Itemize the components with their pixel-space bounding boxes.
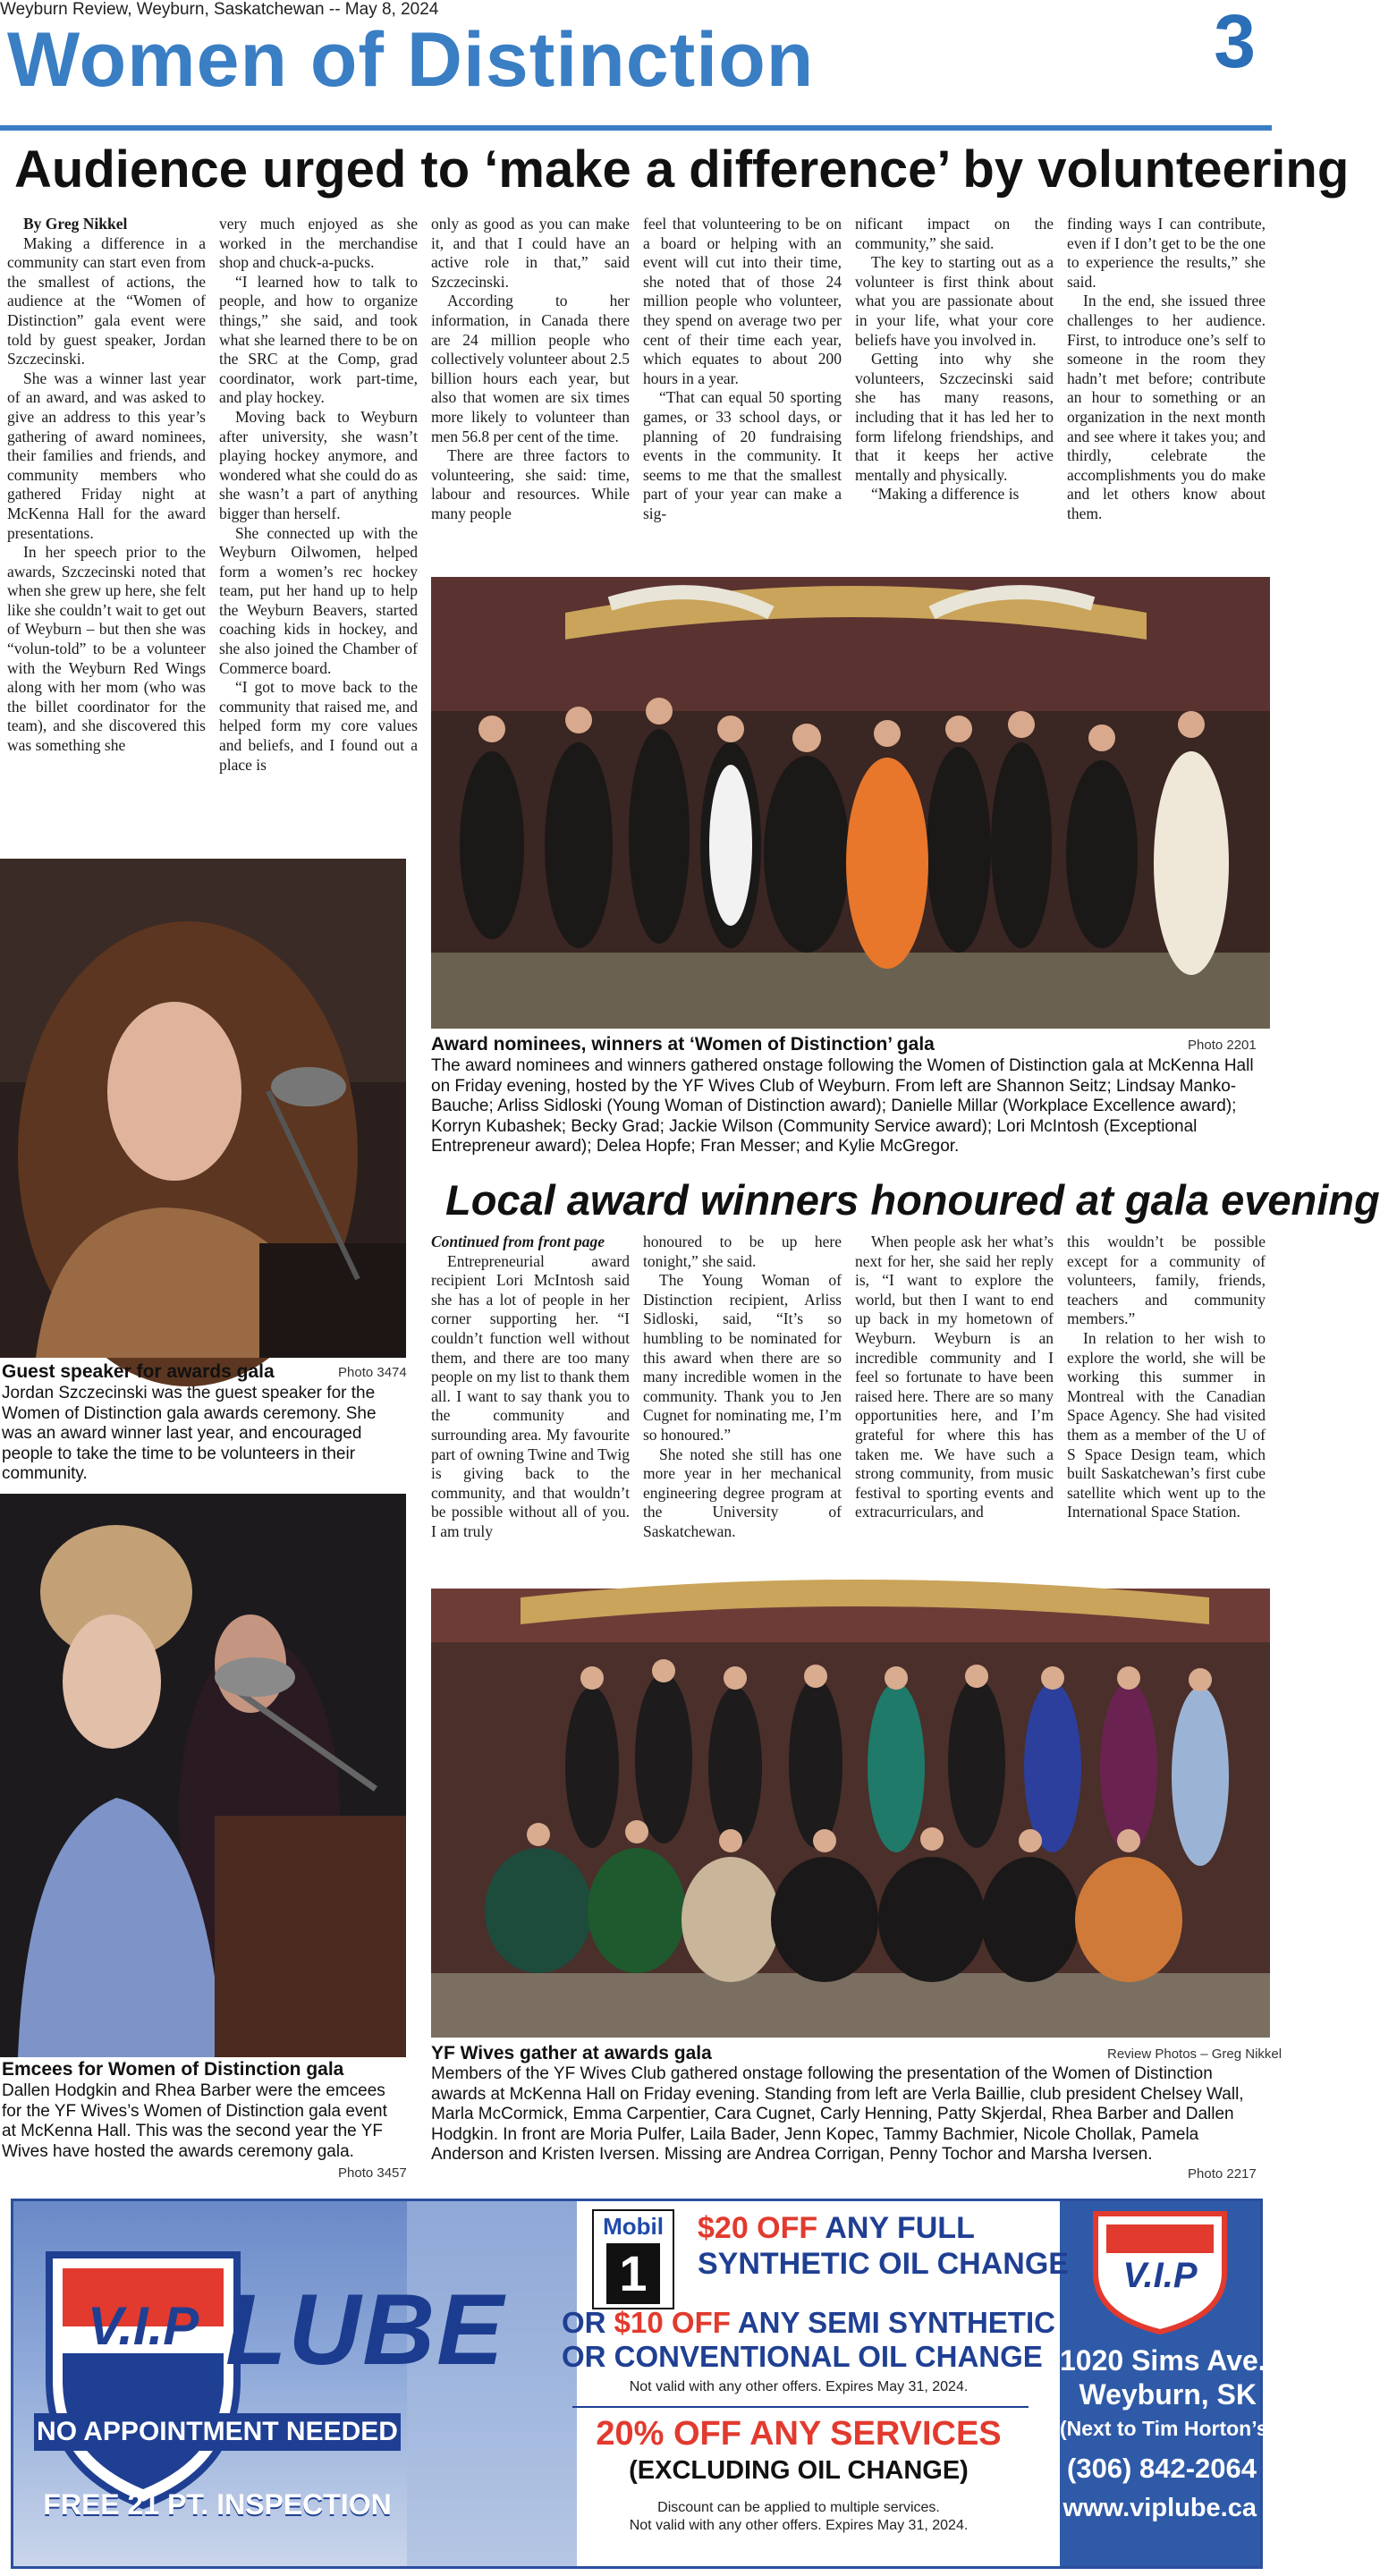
- paragraph: According to her information, in Canada there are 24 million people who collectively volunteer about 2.5 billion hours each year, but also that women are six times more likely to volunteer than men 56.8 per cent of the time.: [431, 292, 630, 445]
- paragraph: The Young Woman of Distinction recipient, Arliss Sidloski, said, “It’s so humbling to be nominated for this award when there are so many incredible women in the community. Thank you to Jen Cugnet for nominating me, I’m so honoured.”: [643, 1271, 842, 1444]
- paragraph: The key to starting out as a volunteer is first think about what you are passionate about in your life, what your core beliefs have you involved in.: [855, 253, 1054, 349]
- paragraph: In the end, she issued three challenges to her audience. First, to introduce one’s self to someone in the room they hadn’t met before; contribute an hour to something or an organization in the next month and see where it takes you; and thirdly, celebrate the accomplishments you do make and let others know about them.: [1067, 292, 1266, 522]
- paragraph: honoured to be up here tonight,” she said.: [643, 1233, 842, 1270]
- masthead-dateline: Weyburn Review, Weyburn, Saskatchewan -- May 8, 2024: [0, 0, 439, 19]
- offer-note-1: Not valid with any other offers. Expires May 31, 2024.: [629, 2379, 969, 2394]
- yf-wives-photo-credit: Photo 2217: [1188, 2166, 1257, 2182]
- paragraph: nificant impact on the community,” she said.: [855, 215, 1054, 252]
- emcees-photo: [0, 1494, 406, 2057]
- paragraph: “I learned how to talk to people, and how to organize things,” she said, and took what she learned there to be on the SRC at the Comp, grad coordinator, work part-time, and play hockey.: [219, 272, 418, 407]
- paragraph: very much enjoyed as she worked in the merchandise shop and chuck-a-pucks.: [219, 215, 418, 272]
- paragraph: When people ask her what’s next for her, she said her reply is, “I want to explore the world, but then I want to end up back in my hometown of Weyburn. Weyburn is an incredible community and I feel so fortunate to have been raised here. There are so many opportunities here, and I’m grateful for where this has taken me. We have such a strong community, from music festival to sporting events and extracurriculars, and: [855, 1233, 1054, 1521]
- mobil-1-logo-icon: [592, 2209, 674, 2309]
- story-column-6: [1067, 215, 1266, 524]
- second-column-1: [431, 1233, 630, 1542]
- byline: By Greg Nikkel: [23, 215, 128, 233]
- paragraph: this wouldn’t be possible except for a community of volunteers, family, friends, teachers and community members.”: [1067, 1233, 1266, 1328]
- yf-wives-review-credit: Review Photos – Greg Nikkel: [1107, 2046, 1283, 2062]
- speaker-photo: [0, 859, 406, 1358]
- ad-address-street: 1020 Sims Ave.: [1060, 2344, 1266, 2377]
- main-headline: Audience urged to ‘make a difference’ by volunteering: [14, 140, 1350, 199]
- mobil-word: Mobil: [603, 2213, 664, 2240]
- paragraph: feel that volunteering to be on a board or helping with an event will cut into their time, she noted that of those 24 million people who volunteer, they spend on average two per cent of their time each year, which equates to about 200 hours in a year.: [643, 215, 842, 387]
- emcees-caption: Dallen Hodgkin and Rhea Barber were the emcees for the YF Wives’s Women of Distinction gala event at McKenna Hall. This was the second year the YF Wives have hosted the awards ceremony gala.: [2, 2081, 387, 2161]
- offer-note-2-line-2: Not valid with any other offers. Expires May 31, 2024.: [629, 2518, 969, 2533]
- paragraph: In her speech prior to the awards, Szczecinski noted that when she grew up here, she felt like she couldn’t wait to get out of Weyburn – but then she was “volun-told” to be a volunteer with the Weyburn Red Wings along with her mom (who was the billet coordinator for the team), and she discovered this was something she: [7, 543, 206, 755]
- story-column-1: [7, 215, 206, 756]
- second-headline: Local award winners honoured at gala evening: [445, 1176, 1380, 1224]
- section-title: Women of Distinction: [7, 17, 815, 103]
- paragraph: finding ways I can contribute, even if I don’t get to be the one to experience the results,” she said.: [1067, 215, 1266, 291]
- yf-wives-caption: Members of the YF Wives Club gathered onstage following the presentation of the Women of Distinction awards at McKenna Hall on Friday evening. Standing from left are Verla Baillie, club president Chelsey Wall, Marla McCormick, Emma Carpentier, Cara Cugnet, Carly Henning, Patty Skjerdal, Rhea Barber and Dallen Hodgkin. In front are Moria Pulfer, Laila Bader, Jenn Kopec, Tammy Bachmier, Nicole Chollak, Pamela Anderson and Kristen Iversen. Missing are Andrea Corrigan, Penny Tochor and Marsha Iversen.: [431, 2064, 1244, 2165]
- story-column-3: [431, 215, 630, 524]
- ad-brand-word: LUBE: [225, 2274, 505, 2385]
- offer-1-line-1: [698, 2211, 975, 2246]
- offer-3-line-2: (EXCLUDING OIL CHANGE): [629, 2456, 969, 2485]
- story-column-4: [643, 215, 842, 524]
- speaker-caption-heading: Guest speaker for awards gala: [2, 1361, 275, 1382]
- story-column-2: [219, 215, 418, 775]
- ad-no-appointment: NO APPOINTMENT NEEDED: [34, 2413, 401, 2451]
- paragraph: Getting into why she volunteers, Szczecinski said she has many reasons, including that it has led her to form lifelong friendships, and that it keeps her active mentally and physically.: [855, 350, 1054, 484]
- speaker-photo-credit: Photo 3474: [338, 1365, 407, 1380]
- paragraph: Entrepreneurial award recipient Lori McIntosh said she has a lot of people in her corner supporting her. “I couldn’t function well without them, and there are too many people on my list to thank them all. I want to say thank you to the community and surrounding area. My favourite part of owning Twine and Twig is giving back to the community, and that wouldn’t be possible without all of you. I am truly: [431, 1251, 630, 1540]
- page-number: 3: [1214, 0, 1256, 83]
- continued-line: Continued from front page: [431, 1233, 605, 1250]
- vip-badge-icon: [1060, 2201, 1260, 2335]
- offer-note-2: [562, 2499, 1036, 2535]
- paragraph: Moving back to Weyburn after university, she wasn’t playing hockey anymore, and wondered what she could do as she wasn’t a part of anything bigger than herself.: [219, 407, 418, 522]
- paragraph: “That can equal 50 sporting games, or 33 school days, or planning of 20 fundraising events in the community. It seems to me that the smallest part of your year can make a sig-: [643, 388, 842, 522]
- ad-phone: (306) 842-2064: [1067, 2453, 1257, 2484]
- paragraph: There are three factors to volunteering, she said: time, labour and resources. While many people: [431, 446, 630, 522]
- offer-2-or: OR: [562, 2306, 606, 2339]
- second-column-3: [855, 1233, 1054, 1522]
- mobil-one: 1: [606, 2243, 660, 2304]
- emcees-caption-heading: Emcees for Women of Distinction gala: [2, 2059, 344, 2080]
- ad-website[interactable]: www.viplube.ca: [1063, 2494, 1257, 2522]
- paragraph: “I got to move back to the community that raised me, and helped form my core values and beliefs, and I found out a place is: [219, 678, 418, 774]
- ad-divider: [572, 2406, 1029, 2408]
- paragraph: In relation to her wish to explore the world, she will be working this summer in Montreal with the Canadian Space Agency. She had visited them as a member of the U of S Space Design team, which built Saskatchewan’s first cube satellite which went up to the International Space Station.: [1067, 1328, 1266, 1521]
- nominees-caption-heading: Award nominees, winners at ‘Women of Distinction’ gala: [431, 1034, 935, 1055]
- offer-2-line-1: [562, 2306, 1055, 2340]
- paragraph: Making a difference in a community can start even from the smallest of actions, the audience at the “Women of Distinction” gala event were told by guest speaker, Jordan Szczecinski.: [7, 233, 206, 369]
- ad-address-city: Weyburn, SK: [1079, 2378, 1257, 2411]
- offer-2-text-a: ANY SEMI SYNTHETIC: [737, 2306, 1055, 2339]
- ad-address: [1060, 2343, 1266, 2411]
- paragraph: only as good as you can make it, and that I could have an active role in that,” said Szczecinski.: [431, 215, 630, 291]
- ad-logo-text: V.I.P: [87, 2296, 199, 2356]
- offer-1-amount: $20 OFF: [698, 2211, 818, 2245]
- second-column-4: [1067, 1233, 1266, 1522]
- nominees-photo: [431, 577, 1270, 1029]
- offer-3-line-1: 20% OFF ANY SERVICES: [596, 2415, 1002, 2453]
- paragraph: She was a winner last year of an award, and was asked to give an address to this year’s gathering of award nominees, their families and friends, and community members who gathered Friday night at McKenna Hall for the award presentations.: [7, 369, 206, 542]
- yf-wives-caption-heading: YF Wives gather at awards gala: [431, 2043, 712, 2063]
- second-column-2: [643, 1233, 842, 1542]
- nominees-caption: The award nominees and winners gathered onstage following the Women of Distinction gala at McKenna Hall on Friday evening, hosted by the YF Wives Club of Weyburn. From left are Shannon Seitz; Lindsay Manko-Bauche; Arliss Sidloski (Young Woman of Distinction award); Danielle Millar (Workplace Excellence award); Korryn Kubashek; Becky Grad; Jackie Wilson (Community Service award); Lori McIntosh (Exceptional Entrepreneur award); Delea Hopfe; Fran Messer; and Kylie McGregor.: [431, 1056, 1254, 1157]
- ad-badge-text: V.I.P: [1122, 2256, 1198, 2295]
- yf-wives-photo: [431, 1589, 1270, 2038]
- nominees-photo-credit: Photo 2201: [1188, 1038, 1257, 1053]
- ad-free-inspection: FREE 21 PT. INSPECTION: [43, 2488, 392, 2521]
- emcees-photo-credit: Photo 3457: [338, 2165, 407, 2181]
- paragraph: “Making a difference is: [871, 485, 1020, 504]
- story-column-5: [855, 215, 1054, 504]
- offer-note-2-line-1: Discount can be applied to multiple services.: [657, 2500, 940, 2515]
- paragraph: She connected up with the Weyburn Oilwomen, helped form a women’s rec hockey team, put her hand up to help the Weyburn Beavers, started coaching kids in hockey, and she also joined the Chamber of Commerce board.: [219, 523, 418, 677]
- paragraph: She noted she still has one more year in her mechanical engineering degree program at the University of Saskatchewan.: [643, 1445, 842, 1540]
- speaker-caption: Jordan Szczecinski was the guest speaker for the Women of Distinction gala awards ceremony. She was an award winner last year, and encouraged people to take the time to be volunteers in their community.: [2, 1384, 377, 1484]
- offer-2-line-2: OR CONVENTIONAL OIL CHANGE: [562, 2340, 1043, 2373]
- offer-2-amount: $10 OFF: [614, 2306, 731, 2339]
- ad-next-to: (Next to Tim Horton’s): [1060, 2417, 1275, 2440]
- offer-1-line-2: SYNTHETIC OIL CHANGE: [698, 2247, 1069, 2281]
- header-rule: [0, 125, 1272, 131]
- offer-1-text-a: ANY FULL: [825, 2211, 975, 2245]
